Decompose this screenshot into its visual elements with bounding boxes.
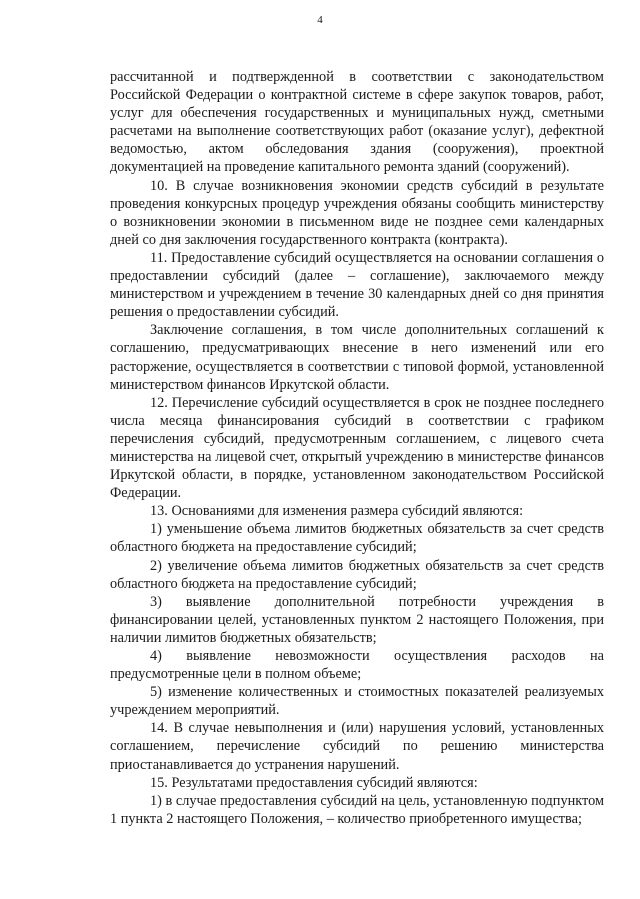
paragraph-item-13-2: 2) увеличение объема лимитов бюджетных обязательств за счет средств областного бюджета на предоставление субсидий; — [110, 557, 604, 592]
paragraph-item-13-1: 1) уменьшение объема лимитов бюджетных обязательств за счет средств областного бюджета на предоставление субсидий; — [110, 521, 604, 556]
paragraph-continuation: рассчитанной и подтвержденной в соответствии с законодательством Российской Федерации о контрактной системе в сфере закупок товаров, работ, услуг для обеспечения государственных и муниципальных нужд, сметными расчетами на выполнение соответствующих работ (оказание услуг), дефектной ведомостью, актом обследования здания (сооружения), проектной документацией на проведение капитального ремонта зданий (сооружений). — [110, 69, 604, 176]
paragraph-item-15-1: 1) в случае предоставления субсидий на цель, установленную подпунктом 1 пункта 2 настоящего Положения, – количество приобретенного имущества; — [110, 792, 604, 827]
paragraph-item-13-5: 5) изменение количественных и стоимостных показателей реализуемых учреждением мероприятий. — [110, 684, 604, 719]
paragraph-item-10: 10. В случае возникновения экономии средств субсидий в результате проведения конкурсных процедур учреждения обязаны сообщить министерству о возникновении экономии в письменном виде не позднее семи календарных дней со дня заключения государственного контракта (контракта). — [110, 177, 604, 248]
paragraph-item-11: 11. Предоставление субсидий осуществляется на основании соглашения о предоставлении субсидий (далее – соглашение), заключаемого между министерством и учреждением в течение 30 календарных дней со дня принятия решения о предоставлении субсидий. — [110, 249, 604, 321]
paragraph-item-14: 14. В случае невыполнения и (или) нарушения условий, установленных соглашением, перечисление субсидий по решению министерства приостанавливается до устранения нарушений. — [110, 720, 604, 773]
paragraph-item-15: 15. Результатами предоставления субсидий являются: — [150, 774, 478, 791]
paragraph-agreement-conclusion: Заключение соглашения, в том числе дополнительных соглашений к соглашению, предусматривающих внесение в него изменений или его расторжение, осуществляется в соответствии с типовой формой, установленной министерством финансов Иркутской области. — [110, 322, 604, 393]
page-number: 4 — [317, 14, 323, 26]
paragraph-item-12: 12. Перечисление субсидий осуществляется в срок не позднее последнего числа месяца финансирования субсидий в соответствии с графиком перечисления субсидий, предусмотренным соглашением, с лицевого счета министерства на лицевой счет, открытый учреждению в министерстве финансов Иркутской области, в порядке, установленном законодательством Российской Федерации. — [110, 394, 604, 502]
document-body — [110, 68, 604, 828]
paragraph-item-13: 13. Основаниями для изменения размера субсидий являются: — [150, 503, 524, 520]
paragraph-item-13-3: 3) выявление дополнительной потребности учреждения в финансировании целей, установленных пунктом 2 настоящего Положения, при наличии лимитов бюджетных обязательств; — [110, 593, 604, 646]
paragraph-item-13-4: 4) выявление невозможности осуществления расходов на предусмотренные цели в полном объеме; — [110, 648, 604, 683]
